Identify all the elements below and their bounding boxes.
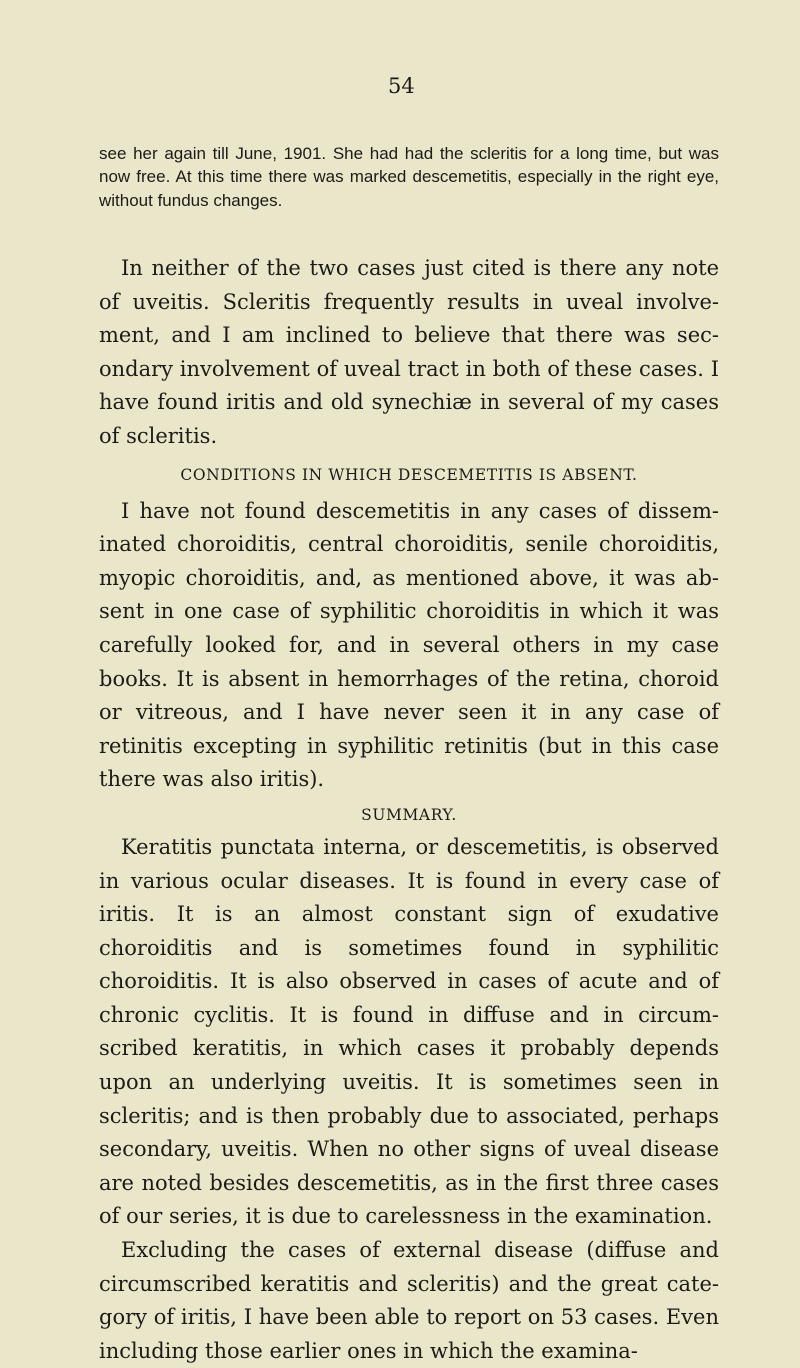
page-number: 54 — [388, 74, 415, 98]
section-heading-conditions: CONDITIONS IN WHICH DESCEMETITIS IS ABSENT. — [180, 465, 638, 484]
intro-block — [99, 142, 719, 212]
body-text — [99, 252, 719, 1368]
paragraph-summary: Keratitis punctata interna, or descemetitis, is observed in various ocular diseases. It is found in every case of iritis. It is an almost constant sign of exudative choroiditis and is sometimes found in syphilitic choroiditis. It is also observed in cases of acute and of chronic cyclitis. It is found in diffuse and in circumscribed keratitis, in which cases it probably depends upon an underlying uveitis. It is sometimes seen in scleritis; and is then probably due to associated, perhaps secondary, uveitis. When no other signs of uveal disease are noted besides descemetitis, as in the first three cases of our series, it is due to carelessness in the examination. — [99, 834, 719, 1229]
section-heading-summary: SUMMARY. — [361, 805, 457, 824]
paragraph-conditions: I have not found descemetitis in any cases of disseminated choroiditis, central choroiditis, senile choroiditis, myopic choroiditis, and, as mentioned above, it was absent in one case of syphilitic choroiditis in which it was carefully looked for, and in several others in my case books. It is absent in hemorrhages of the retina, choroid or vitreous, and I have never seen it in any case of retinitis excepting in syphilitic retinitis (but in this case there was also iritis). — [99, 498, 719, 792]
paragraph-uveitis: In neither of the two cases just cited is there any note of uveitis. Scleritis frequently results in uveal involvement, and I am inclined to believe that there was secondary involvement of uveal tract in both of these cases. I have found iritis and old synechiæ in several of my cases of scleritis. — [99, 256, 719, 448]
intro-paragraph: see her again till June, 1901. She had had the scleritis for a long time, but was now free. At this time there was marked descemetitis, especially in the right eye, without fundus changes. — [99, 144, 719, 210]
paragraph-excluding: Excluding the cases of external disease (diffuse and circumscribed keratitis and scleritis) and the great category of iritis, I have been able to report on 53 cases. Even including those earlier ones in which the examina- — [99, 1238, 719, 1363]
